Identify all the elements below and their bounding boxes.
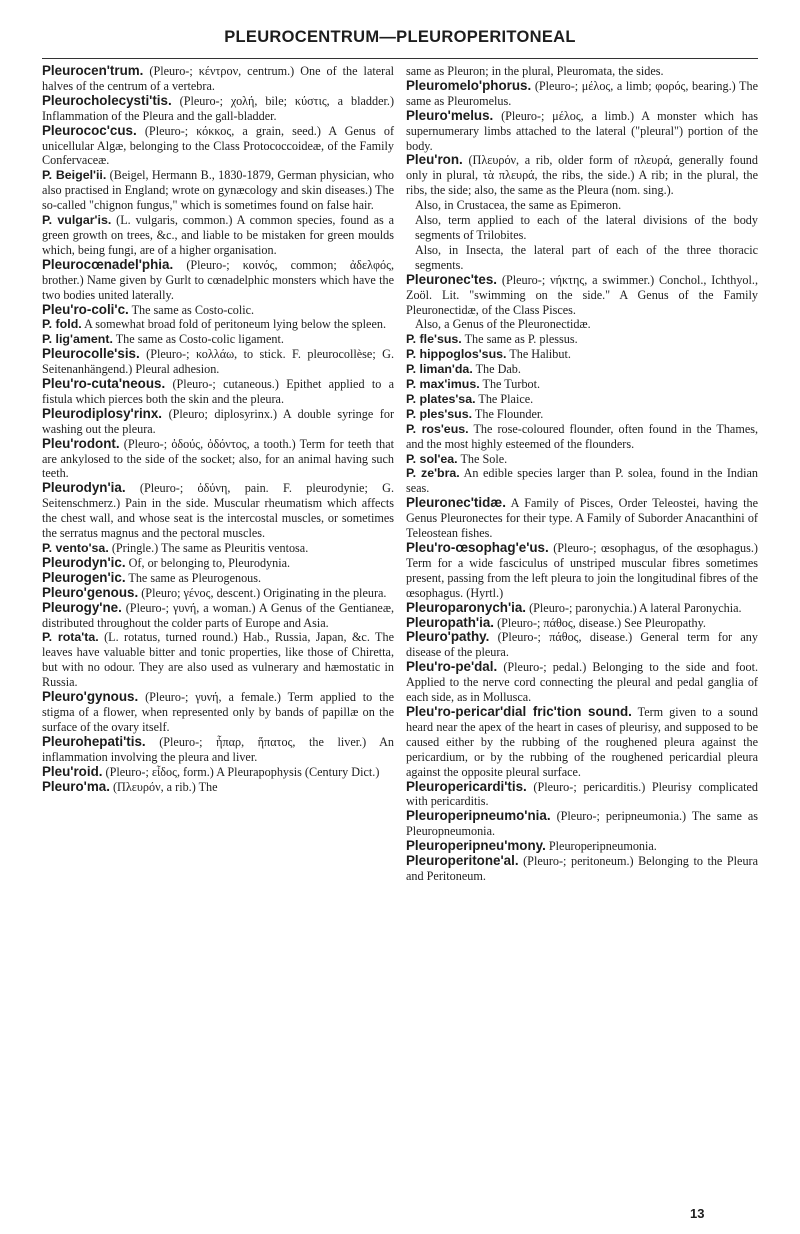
entry-headword: Pleuro'pathy.	[406, 629, 490, 645]
entry-headword: Pleuro'melus.	[406, 107, 494, 123]
entry-definition: (Pleuro-; μέλος, a limb; φορός, bearing.) The same as Pleuromelus.	[406, 78, 759, 108]
entry-headword: Pleuroperitone'al.	[406, 853, 519, 869]
entry-definition: The same as Costo-colic.	[131, 302, 255, 317]
entry-definition: The Flounder.	[474, 406, 544, 421]
entry-headword: Pleu'ro-coli'c.	[42, 301, 129, 317]
dictionary-entry	[42, 347, 394, 377]
entry-definition: same as Pleuron; in the plural, Pleuromata, the sides.	[406, 64, 664, 78]
entry-definition: (Pleuro-; μέλος, a limb.) A monster which has supernumerary limbs attached to the lateral ("pleural") portion of the body.	[406, 108, 758, 153]
entry-definition: An edible species larger than P. solea, found in the Indian seas.	[406, 466, 759, 496]
entry-headword: Pleuroperipneu'mony.	[406, 838, 546, 854]
entry-definition: (Pleuro-; ἧπαρ, ἥπατος, the liver.) An inflammation involving the pleura and liver.	[42, 734, 394, 764]
dictionary-entry	[406, 780, 758, 810]
entry-definition: (Pleuro-; paronychia.) A lateral Paronychia.	[529, 600, 742, 615]
entry-definition: Term given to a sound heard near the apex of the heart in cases of pleurisy, and supposed to be caused either by the rubbing of the roughened pleura against the pericardium, or by the rubbing of the roughened pericardial pleura against the opposite pleural surface.	[406, 704, 758, 779]
dictionary-entry	[406, 854, 758, 884]
entry-definition: (Pleuro; γένος, descent.) Originating in the pleura.	[141, 585, 387, 600]
entry-definition: (Pleuro; diplosyrinx.) A double syringe for washing out the pleura.	[42, 406, 394, 436]
dictionary-entry	[406, 362, 758, 377]
entry-definition: (Πλευρόν, a rib, older form of πλευρά, generally found only in plural, τὰ πλευρά, the ribs, the side.) A rib; in the plural, the ribs, the side; also, the same as the Pleura (nom. sing.).	[406, 153, 758, 198]
dictionary-entry	[406, 317, 758, 332]
dictionary-entry	[406, 347, 758, 362]
entry-definition: (Pleuro-; œsophagus, of the œsophagus.) Term for a wide fasciculus of unstriped muscular fibres sometimes present, passing from the left pleura to join the longitudinal fibres of the œsophagus. (Hyrtl.)	[406, 541, 758, 600]
dictionary-entry	[406, 452, 758, 467]
entry-headword: Pleurodyn'ia.	[42, 480, 126, 496]
entry-definition: (Pleuro-; πάθος, disease.) See Pleuropathy.	[497, 615, 706, 630]
dictionary-entry	[406, 422, 758, 452]
dictionary-entry	[406, 809, 758, 839]
entry-definition: Also, term applied to each of the lateral divisions of the body segments of Trilobites.	[415, 213, 758, 242]
entry-definition: (Pleuro-; peritoneum.) Belonging to the Pleura and Peritoneum.	[406, 854, 759, 883]
entry-definition: (Pleuro-; κόκκος, a grain, seed.) A Genus of unicellular Algæ, belonging to the Class Protococcoideæ, of the Family Confervaceæ.	[42, 123, 394, 168]
dictionary-entry	[42, 765, 394, 780]
entry-headword: P. sol'ea.	[406, 451, 458, 466]
dictionary-entry	[42, 601, 394, 631]
entry-headword: P. fle'sus.	[406, 332, 462, 347]
entry-definition: (Pleuro-; γυνή, a woman.) A Genus of the Gentianeæ, distributed throughout the colder parts of Europe and Asia.	[42, 600, 394, 630]
entry-definition: A somewhat broad fold of peritoneum lying below the spleen.	[84, 317, 386, 332]
dictionary-entry	[42, 630, 394, 690]
entry-headword: Pleuroparonych'ia.	[406, 599, 527, 615]
dictionary-entry	[406, 407, 758, 422]
entry-definition: A Family of Pisces, Order Teleostei, having the Genus Pleuronectes for their type. A Family of Suborder Anacanthini of Teleostean fishes.	[406, 496, 759, 541]
entry-headword: P. Beigel'ii.	[42, 168, 107, 183]
dictionary-entry	[42, 64, 394, 94]
entry-headword: Pleurocœnadel'phia.	[42, 256, 174, 272]
dictionary-entry	[42, 481, 394, 541]
dictionary-entry	[406, 198, 758, 213]
dictionary-entry	[406, 153, 758, 198]
dictionary-entry	[42, 690, 394, 735]
dictionary-entry	[406, 705, 758, 780]
entry-headword: Pleu'ro-pe'dal.	[406, 659, 498, 675]
entry-headword: P. max'imus.	[406, 377, 480, 392]
entry-headword: P. vento'sa.	[42, 541, 109, 555]
entry-definition: (Pleuro-; cutaneous.) Epithet applied to a fistula which pierces both the skin and the pleura.	[42, 377, 394, 406]
entry-headword: Pleurogen'ic.	[42, 569, 126, 585]
entry-definition: Also, a Genus of the Pleuronectidæ.	[415, 317, 591, 332]
dictionary-entry	[406, 79, 758, 109]
page-number: 13	[690, 1206, 705, 1221]
entry-headword: Pleuronec'tes.	[406, 271, 498, 287]
entry-definition: (L. vulgaris, common.) A common species, found as a green growth on trees, &c., and liable to be mistaken for green moulds which, being fungi, are of a higher organisation.	[42, 213, 395, 257]
entry-headword: P. fold.	[42, 317, 82, 332]
entry-headword: Pleurococ'cus.	[42, 122, 137, 138]
entry-headword: Pleu'ro-pericar'dial fric'tion sound.	[406, 703, 632, 719]
entry-headword: Pleurocholecysti'tis.	[42, 92, 172, 108]
entry-definition: The same as P. plessus.	[464, 332, 578, 347]
dictionary-entry	[406, 109, 758, 154]
entry-definition: (Πλευρόν, a rib.) The	[112, 779, 218, 794]
dictionary-entry	[42, 377, 394, 407]
entry-definition: (Pleuro-; κέντρον, centrum.) One of the lateral halves of the centrum of a vertebra.	[42, 64, 394, 93]
entry-headword: P. ros'eus.	[406, 421, 469, 436]
right-column	[406, 64, 758, 884]
entry-definition: (Pleuro-; πάθος, disease.) General term for any disease of the pleura.	[406, 630, 758, 660]
entry-headword: P. vulgar'is.	[42, 213, 112, 228]
entry-definition: The same as Pleurogenous.	[128, 570, 262, 585]
dictionary-entry	[406, 213, 758, 243]
entry-headword: P. ples'sus.	[406, 406, 473, 421]
entry-headword: P. ze'bra.	[406, 466, 460, 481]
dictionary-entry	[406, 601, 758, 616]
entry-definition: (Pleuro-; pericarditis.) Pleurisy complicated with pericarditis.	[406, 779, 758, 809]
entry-headword: P. hippoglos'sus.	[406, 347, 507, 362]
entry-headword: Pleuropath'ia.	[406, 614, 495, 630]
entry-definition: The Turbot.	[482, 377, 541, 392]
dictionary-entry	[406, 616, 758, 631]
entry-headword: Pleuro'gynous.	[42, 689, 139, 705]
entry-headword: Pleurogy'ne.	[42, 599, 122, 615]
entry-headword: Pleu'ro-cuta'neous.	[42, 376, 166, 392]
dictionary-entry	[406, 660, 758, 705]
dictionary-entry	[42, 735, 394, 765]
entry-headword: Pleurohepati'tis.	[42, 733, 146, 749]
entry-headword: P. plates'sa.	[406, 391, 476, 406]
dictionary-entry	[42, 407, 394, 437]
entry-definition: (Pleuro-; γυνή, a female.) Term applied to the stigma of a flower, when represented only by bands of papillæ on the surface of the ovary itself.	[42, 690, 395, 734]
entry-definition: The Halibut.	[509, 347, 571, 362]
entry-headword: Pleuronec'tidæ.	[406, 495, 506, 511]
entry-definition: (Pleuro-; κοινός, common; ἀδελφός, brother.) Name given by Gurlt to cœnadelphic monsters which have the two bodies united laterally.	[42, 257, 395, 302]
entry-headword: Pleu'ro-œsophag'e'us.	[406, 540, 549, 555]
entry-definition: (Pleuro-; νήκτης, a swimmer.) Conchol., Ichthyol., Zoöl. Lit. "swimming on the side." A Genus of the Family Pleuronectidæ, of the Class Pisces.	[406, 272, 759, 317]
dictionary-entry	[42, 258, 394, 303]
entry-definition: The rose-coloured flounder, often found in the Thames, and the most highly esteemed of the flounders.	[406, 421, 759, 451]
entry-definition: (Pleuro-; pedal.) Belonging to the side and foot. Applied to the nerve cord connecting the pleural and pedal ganglia of each side, as in Mollusca.	[406, 660, 758, 705]
entry-headword: Pleu'rodont.	[42, 435, 120, 451]
dictionary-entry	[42, 541, 394, 556]
entry-definition: (Pleuro-; χολή, bile; κύστις, a bladder.) Inflammation of the Pleura and the gall-bladder.	[42, 93, 395, 123]
entry-definition: The Sole.	[460, 451, 508, 466]
dictionary-entry	[42, 556, 394, 571]
entry-headword: Pleuro'ma.	[42, 778, 110, 794]
entry-headword: Pleuropericardi'tis.	[406, 778, 527, 794]
dictionary-entry	[42, 571, 394, 586]
dictionary-entry	[406, 466, 758, 496]
dictionary-entry	[42, 303, 394, 318]
page-header: PLEUROCENTRUM—PLEUROPERITONEAL	[224, 28, 576, 46]
entry-headword: P. lig'ament.	[42, 332, 113, 347]
entry-definition: Pleuroperipneumonia.	[548, 839, 657, 854]
entry-definition: (Pleuro-; κολλάω, to stick. F. pleurocollèse; G. Seitenanhängend.) Pleural adhesion.	[42, 347, 394, 377]
entry-headword: Pleurocolle'sis.	[42, 346, 140, 362]
entry-headword: Pleuro'genous.	[42, 584, 139, 600]
entry-definition: (Pleuro-; εἶδος, form.) A Pleurapophysis (Century Dict.)	[105, 764, 380, 779]
entry-headword: Pleurodiplosy'rinx.	[42, 405, 163, 421]
entry-headword: Pleu'roid.	[42, 763, 103, 779]
entry-definition: Also, in Crustacea, the same as Epimeron.	[415, 198, 622, 213]
entry-headword: Pleurodyn'ic.	[42, 554, 126, 570]
entry-definition: The same as Costo-colic ligament.	[115, 332, 284, 347]
dictionary-entry	[42, 586, 394, 601]
dictionary-entry	[42, 168, 394, 213]
entry-headword: Pleu'ron.	[406, 152, 463, 168]
entry-definition: (Pleuro-; peripneumonia.) The same as Pleuropneumonia.	[406, 809, 759, 839]
dictionary-entry	[42, 124, 394, 169]
entry-definition: Of, or belonging to, Pleurodynia.	[128, 555, 291, 570]
dictionary-entry	[42, 317, 394, 332]
entry-headword: P. rota'ta.	[42, 630, 99, 645]
entry-definition: (L. rotatus, turned round.) Hab., Russia, Japan, &c. The leaves have valuable bitter and tonic properties, like those of Chiretta, but with no odour. They are also used as vulnerary and hæmostatic in Russia.	[42, 630, 394, 690]
dictionary-entry	[406, 630, 758, 660]
dictionary-entry	[42, 94, 394, 124]
dictionary-entry	[42, 213, 394, 258]
dictionary-entry	[406, 243, 758, 273]
dictionary-entry	[42, 332, 394, 347]
dictionary-entry	[406, 273, 758, 318]
entry-definition: (Beigel, Hermann B., 1830-1879, German physician, who also practised in England; wrote on gynæcology and skin diseases.) The so-called "chignon fungus," which is sometimes found on false hair.	[42, 168, 395, 213]
entry-headword: Pleuromelo'phorus.	[406, 77, 532, 93]
dictionary-entry	[406, 64, 758, 79]
entry-definition: (Pleuro-; ὀδούς, ὀδόντος, a tooth.) Term for teeth that are ankylosed to the side of the socket; also, for an animal having such teeth.	[42, 436, 395, 481]
dictionary-entry	[406, 392, 758, 407]
entry-definition: Also, in Insecta, the lateral part of each of the three thoracic segments.	[415, 242, 758, 272]
dictionary-entry	[42, 437, 394, 482]
entry-definition: The Dab.	[475, 362, 521, 377]
dictionary-entry	[406, 839, 758, 854]
entry-headword: Pleuroperipneumo'nia.	[406, 808, 551, 824]
dictionary-entry	[406, 332, 758, 347]
dictionary-entry	[406, 377, 758, 392]
dictionary-entry	[406, 541, 758, 601]
dictionary-entry	[42, 780, 394, 795]
entry-definition: The Plaice.	[478, 391, 534, 406]
entry-definition: (Pringle.) The same as Pleuritis ventosa.	[111, 541, 309, 555]
entry-headword: Pleurocen'trum.	[42, 63, 144, 78]
header-rule	[42, 58, 758, 59]
entry-headword: P. liman'da.	[406, 362, 473, 377]
entry-definition: (Pleuro-; ὀδύνη, pain. F. pleurodynie; G. Seitenschmerz.) Pain in the side. Muscular rheumatism which affects the chest wall, and whose seat is the intercostal muscles, or sometimes the serratus magnus and the pectoral muscles.	[42, 481, 395, 541]
dictionary-entry	[406, 496, 758, 541]
left-column	[42, 64, 394, 794]
